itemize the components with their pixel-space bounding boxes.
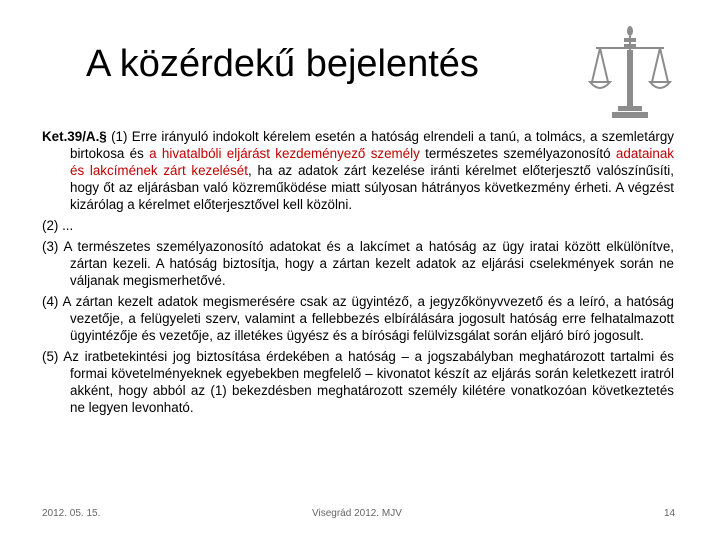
highlight-initiator: a hivatalbóli eljárást kezdeményező személy [149, 146, 420, 161]
scales-of-justice-icon [588, 26, 672, 122]
slide-title: A közérdekű bejelentés [86, 43, 479, 85]
footer-event: Visegrád 2012. MJV [312, 508, 402, 519]
highlight-closed-handling: adatainak és lakcímének zárt kezelését [70, 146, 674, 178]
paragraph-1-text-b: természetes személyazonosító [419, 146, 616, 161]
paragraph-2: (2) ... [42, 218, 74, 233]
paragraph-4: (4) A zártan kezelt adatok megismerésére csak az ügyintéző, a jegyzőkönyvvezető és a leíró, a hatóság vezetője, a felügyeleti szerv, valamint a fellebbezés elbírálására jogosult hatóság erre felhatalmazott ügyintézője és vezetője, az illetékes ügyész és a bírósági felülvizsgálat során eljáró bíró jogosult. [42, 294, 674, 343]
law-reference: Ket.39/A.§ [42, 129, 107, 144]
slide-body [42, 128, 674, 420]
paragraph-1 [42, 128, 674, 213]
paragraph-3: (3) A természetes személyazonosító adatokat és a lakcímet a hatóság az ügy iratai között elkülönítve, zártan kezeli. A hatóság biztosítja, hogy a zártan kezelt adatok az eljárási cselekmények során ne váljanak megismerhetővé. [42, 239, 674, 288]
paragraph-1-text-c: , ha az adatok zárt kezelése iránti kérelmet előterjesztő valószínűsíti, hogy őt az eljárásban való közreműködése miatt súlyosan hátrányos következmény érheti. A végzést kizárólag a kérelmet előterjesztővel kell közölni. [70, 163, 675, 212]
footer-page-number: 14 [664, 508, 676, 519]
footer-date: 2012. 05. 15. [42, 508, 101, 519]
paragraph-1-text-a: (1) Erre irányuló indokolt kérelem esetén a hatóság elrendeli a tanú, a tolmács, a szemletárgy birtokosa és [70, 129, 674, 161]
paragraph-5: (5) Az iratbetekintési jog biztosítása érdekében a hatóság – a jogszabályban meghatározott tartalmi és formai követelményeknek egyebekben megfelelő – kivonatot készít az eljárás során keletkezett iratról akként, hogy abból az (1) bekezdésben meghatározott személy kilétére vonatkozóan következtetés ne legyen levonható. [42, 349, 674, 415]
